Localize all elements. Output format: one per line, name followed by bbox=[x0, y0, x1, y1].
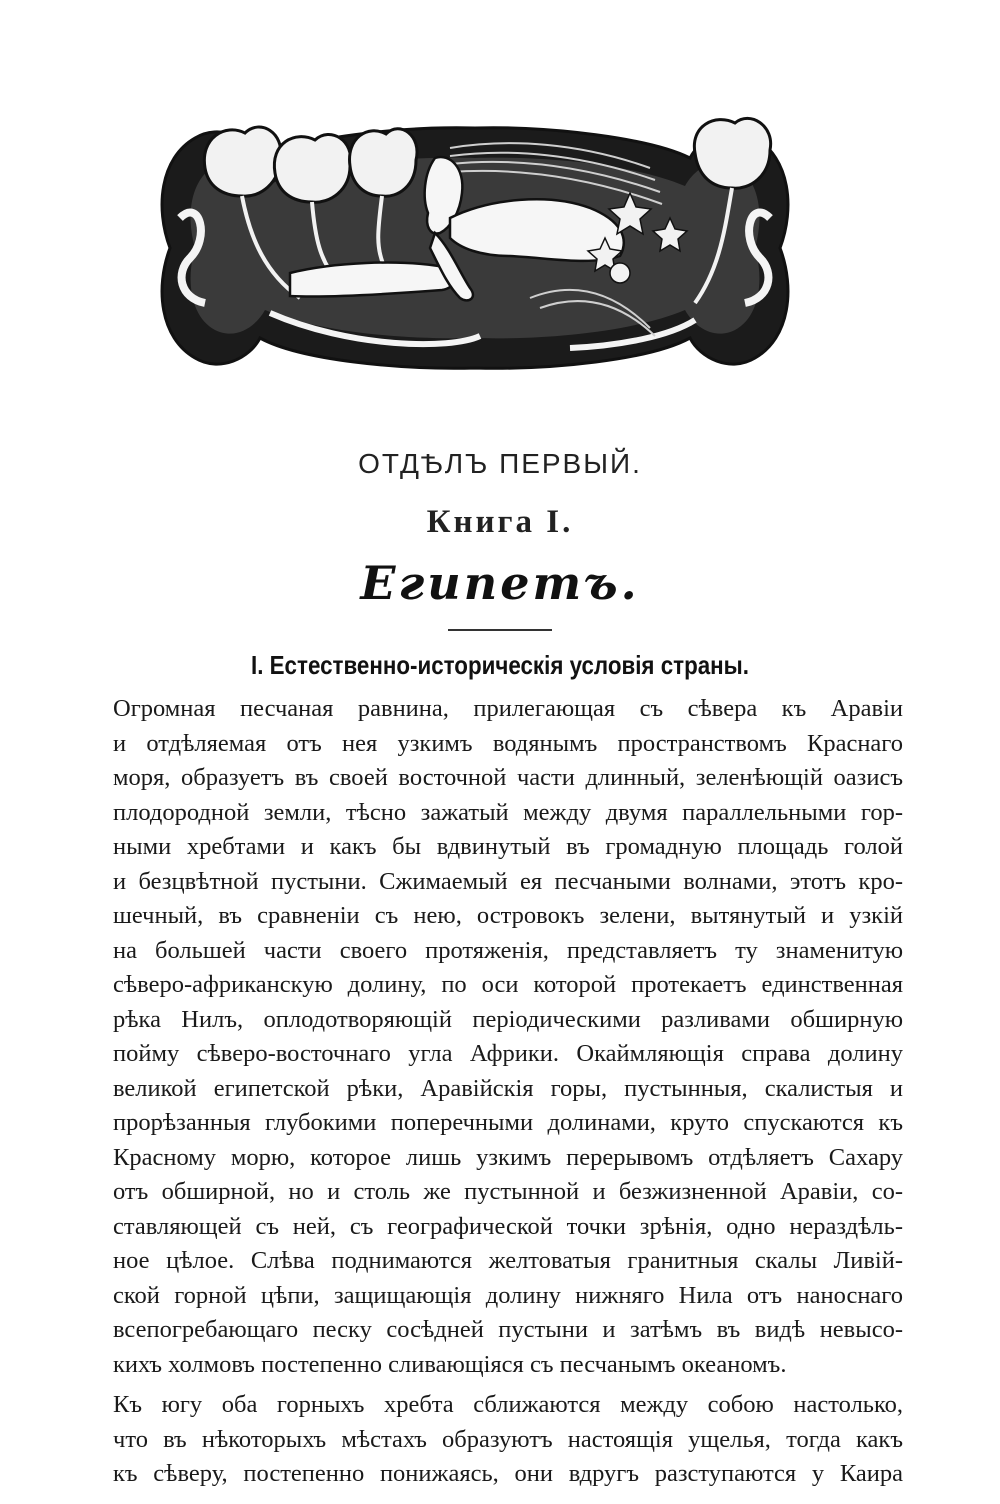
text-line: и безцвѣтной пустыни. Сжимаемый ея песчаными волнами, этотъ кро- bbox=[113, 867, 903, 895]
text-line: ное цѣлое. Слѣва поднимаются желтоватыя гранитныя скалы Ливій- bbox=[113, 1247, 903, 1274]
art-nouveau-headpiece-illustration bbox=[150, 98, 800, 398]
text-line: ставляющей съ ней, съ географической точки зрѣнія, одно нераздѣль- bbox=[113, 1212, 903, 1240]
text-line: кихъ холмовъ постепенно сливающіяся съ песчанымъ океаномъ. bbox=[113, 1350, 787, 1378]
chapter-heading: I. Естественно-историческія условія страны. bbox=[251, 650, 749, 680]
text-line: моря, образуетъ въ своей восточной части длинный, зеленѣющій оазисъ bbox=[113, 764, 903, 791]
paragraph bbox=[113, 1388, 903, 1492]
text-line: шечный, въ сравненіи съ нею, островокъ зелени, вытянутый и узкій bbox=[113, 902, 903, 929]
text-line: плодородной земли, тѣсно зажатый между двумя параллельными гор- bbox=[113, 798, 903, 826]
text-line: и отдѣляемая отъ нея узкимъ водянымъ пространствомъ Краснаго bbox=[113, 729, 903, 757]
text-line: великой египетской рѣки, Аравійскія горы, пустынныя, скалистыя и bbox=[113, 1074, 903, 1102]
body-text bbox=[113, 692, 903, 1498]
text-line: отъ обширной, но и столь же пустынной и безжизненной Аравіи, со- bbox=[113, 1178, 903, 1205]
text-line: къ сѣверу, постепенно понижаясь, они вдругъ разступаются у Каира bbox=[113, 1460, 903, 1487]
text-line: Огромная песчаная равнина, прилегающая съ сѣвера къ Аравіи bbox=[113, 695, 903, 722]
book-title: Книга I. bbox=[426, 504, 574, 540]
text-line: что въ нѣкоторыхъ мѣстахъ образуютъ настоящія ущелья, тогда какъ bbox=[113, 1425, 903, 1453]
paragraph bbox=[113, 692, 903, 1382]
title-divider bbox=[448, 629, 552, 631]
text-line: пойму сѣверо-восточнаго угла Африки. Окаймляющія справа долину bbox=[113, 1040, 903, 1067]
text-line: прорѣзанныя глубокими поперечными долинами, круто спускаются къ bbox=[113, 1109, 903, 1136]
text-line: ными хребтами и какъ бы вдвинутый въ громадную площадь голой bbox=[113, 833, 903, 860]
text-line: ской горной цѣпи, защищающія долину нижняго Нила отъ наноснаго bbox=[113, 1281, 903, 1309]
text-line: всепогребающаго песку сосѣдней пустыни и затѣмъ въ видѣ невысо- bbox=[113, 1316, 903, 1343]
text-line: Къ югу оба горныхъ хребта сближаются между собою настолько, bbox=[113, 1391, 903, 1418]
section-title: ОТДѢЛЪ ПЕРВЫЙ. bbox=[358, 448, 642, 479]
country-title: Египетъ. bbox=[360, 556, 640, 610]
text-line: сѣверо-африканскую долину, по оси которой протекаетъ единственная bbox=[113, 971, 903, 998]
text-line: Красному морю, которое лишь узкимъ перерывомъ отдѣляетъ Сахару bbox=[113, 1143, 903, 1171]
text-line: рѣка Нилъ, оплодотворяющій періодическими разливами обширную bbox=[113, 1005, 903, 1033]
text-line: на большей части своего протяженія, представляетъ ту знаменитую bbox=[113, 936, 903, 964]
